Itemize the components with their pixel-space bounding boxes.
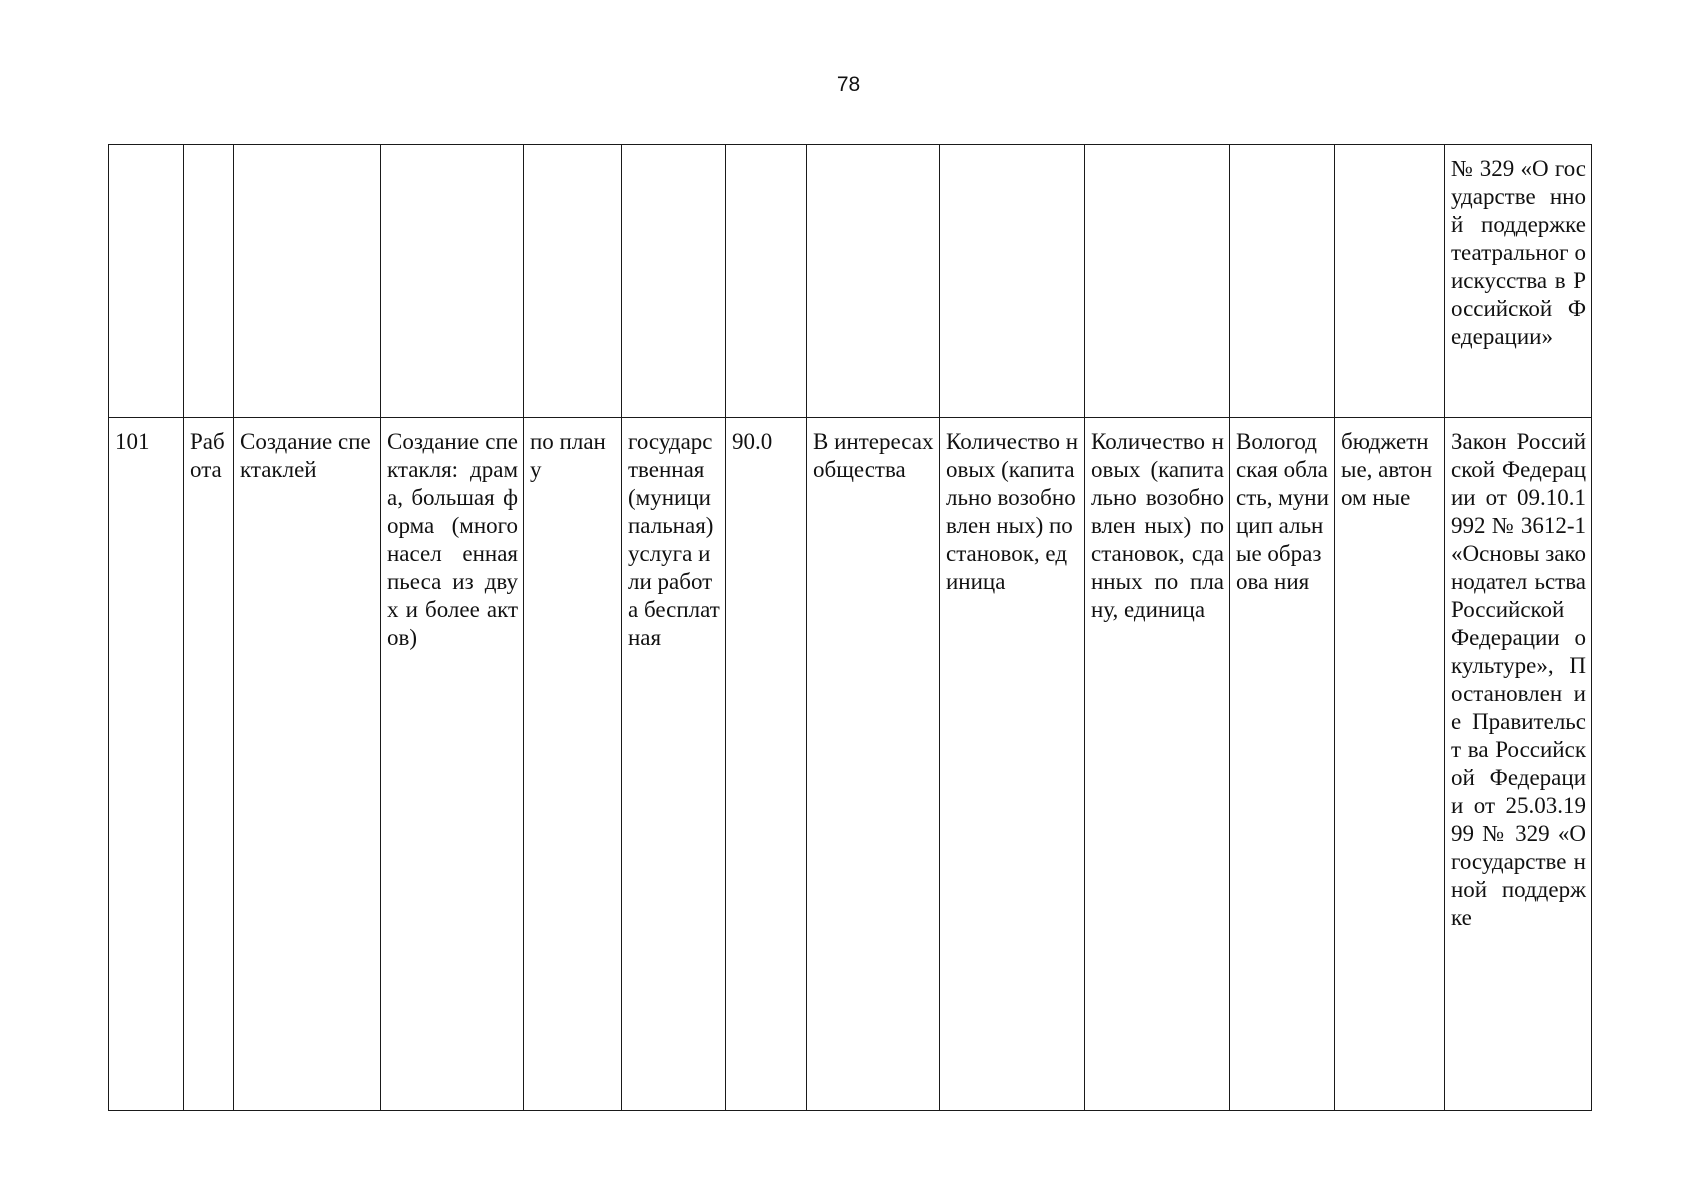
table-cell — [1335, 145, 1445, 418]
indicator-cell: Количество новых (капитально возобновлен ных) постановок, единица — [940, 418, 1085, 1111]
services-table — [108, 144, 1592, 1111]
condition-cell: по плану — [524, 418, 622, 1111]
consumers-cell: В интересах общества — [807, 418, 940, 1111]
name-cell: Создание спектаклей — [234, 418, 381, 1111]
table-cell — [940, 145, 1085, 418]
legal-basis-cell: № 329 «О государстве нной поддержке театральног о искусства в Российской Федерации» — [1445, 145, 1592, 418]
page-number: 78 — [836, 73, 861, 96]
content-cell: Создание спектакля: драма, большая форма (многонасел енная пьеса из двух и более актов) — [381, 418, 524, 1111]
table-row — [109, 145, 1592, 418]
table-cell — [184, 145, 234, 418]
row-number-cell: 101 — [109, 418, 184, 1111]
table-cell — [622, 145, 726, 418]
table-cell — [234, 145, 381, 418]
table-cell — [524, 145, 622, 418]
institution-type-cell: бюджетн ые, автоном ные — [1335, 418, 1445, 1111]
table-cell — [807, 145, 940, 418]
table-cell — [381, 145, 524, 418]
table-cell — [1085, 145, 1230, 418]
code-cell: 90.0 — [726, 418, 807, 1111]
table-cell — [109, 145, 184, 418]
table-row — [109, 418, 1592, 1111]
payment-cell: государс твенная (муници пальная) услуга или работа бесплат ная — [622, 418, 726, 1111]
type-cell: Раб ота — [184, 418, 234, 1111]
table-cell — [1230, 145, 1335, 418]
table-cell — [726, 145, 807, 418]
provider-cell: Вологод ская область, муницип альные образова ния — [1230, 418, 1335, 1111]
volume-indicator-cell: Количество новых (капитально возобновлен ных) постановок, сданных по плану, единица — [1085, 418, 1230, 1111]
legal-basis-cell: Закон Российской Федерации от 09.10.1992 № 3612-1 «Основы законодател ьства Российской Федерации о культуре», Постановлен ие Правительст ва Российской Федерации от 25.03.1999 № 329 «О государстве нной поддержке — [1445, 418, 1592, 1111]
